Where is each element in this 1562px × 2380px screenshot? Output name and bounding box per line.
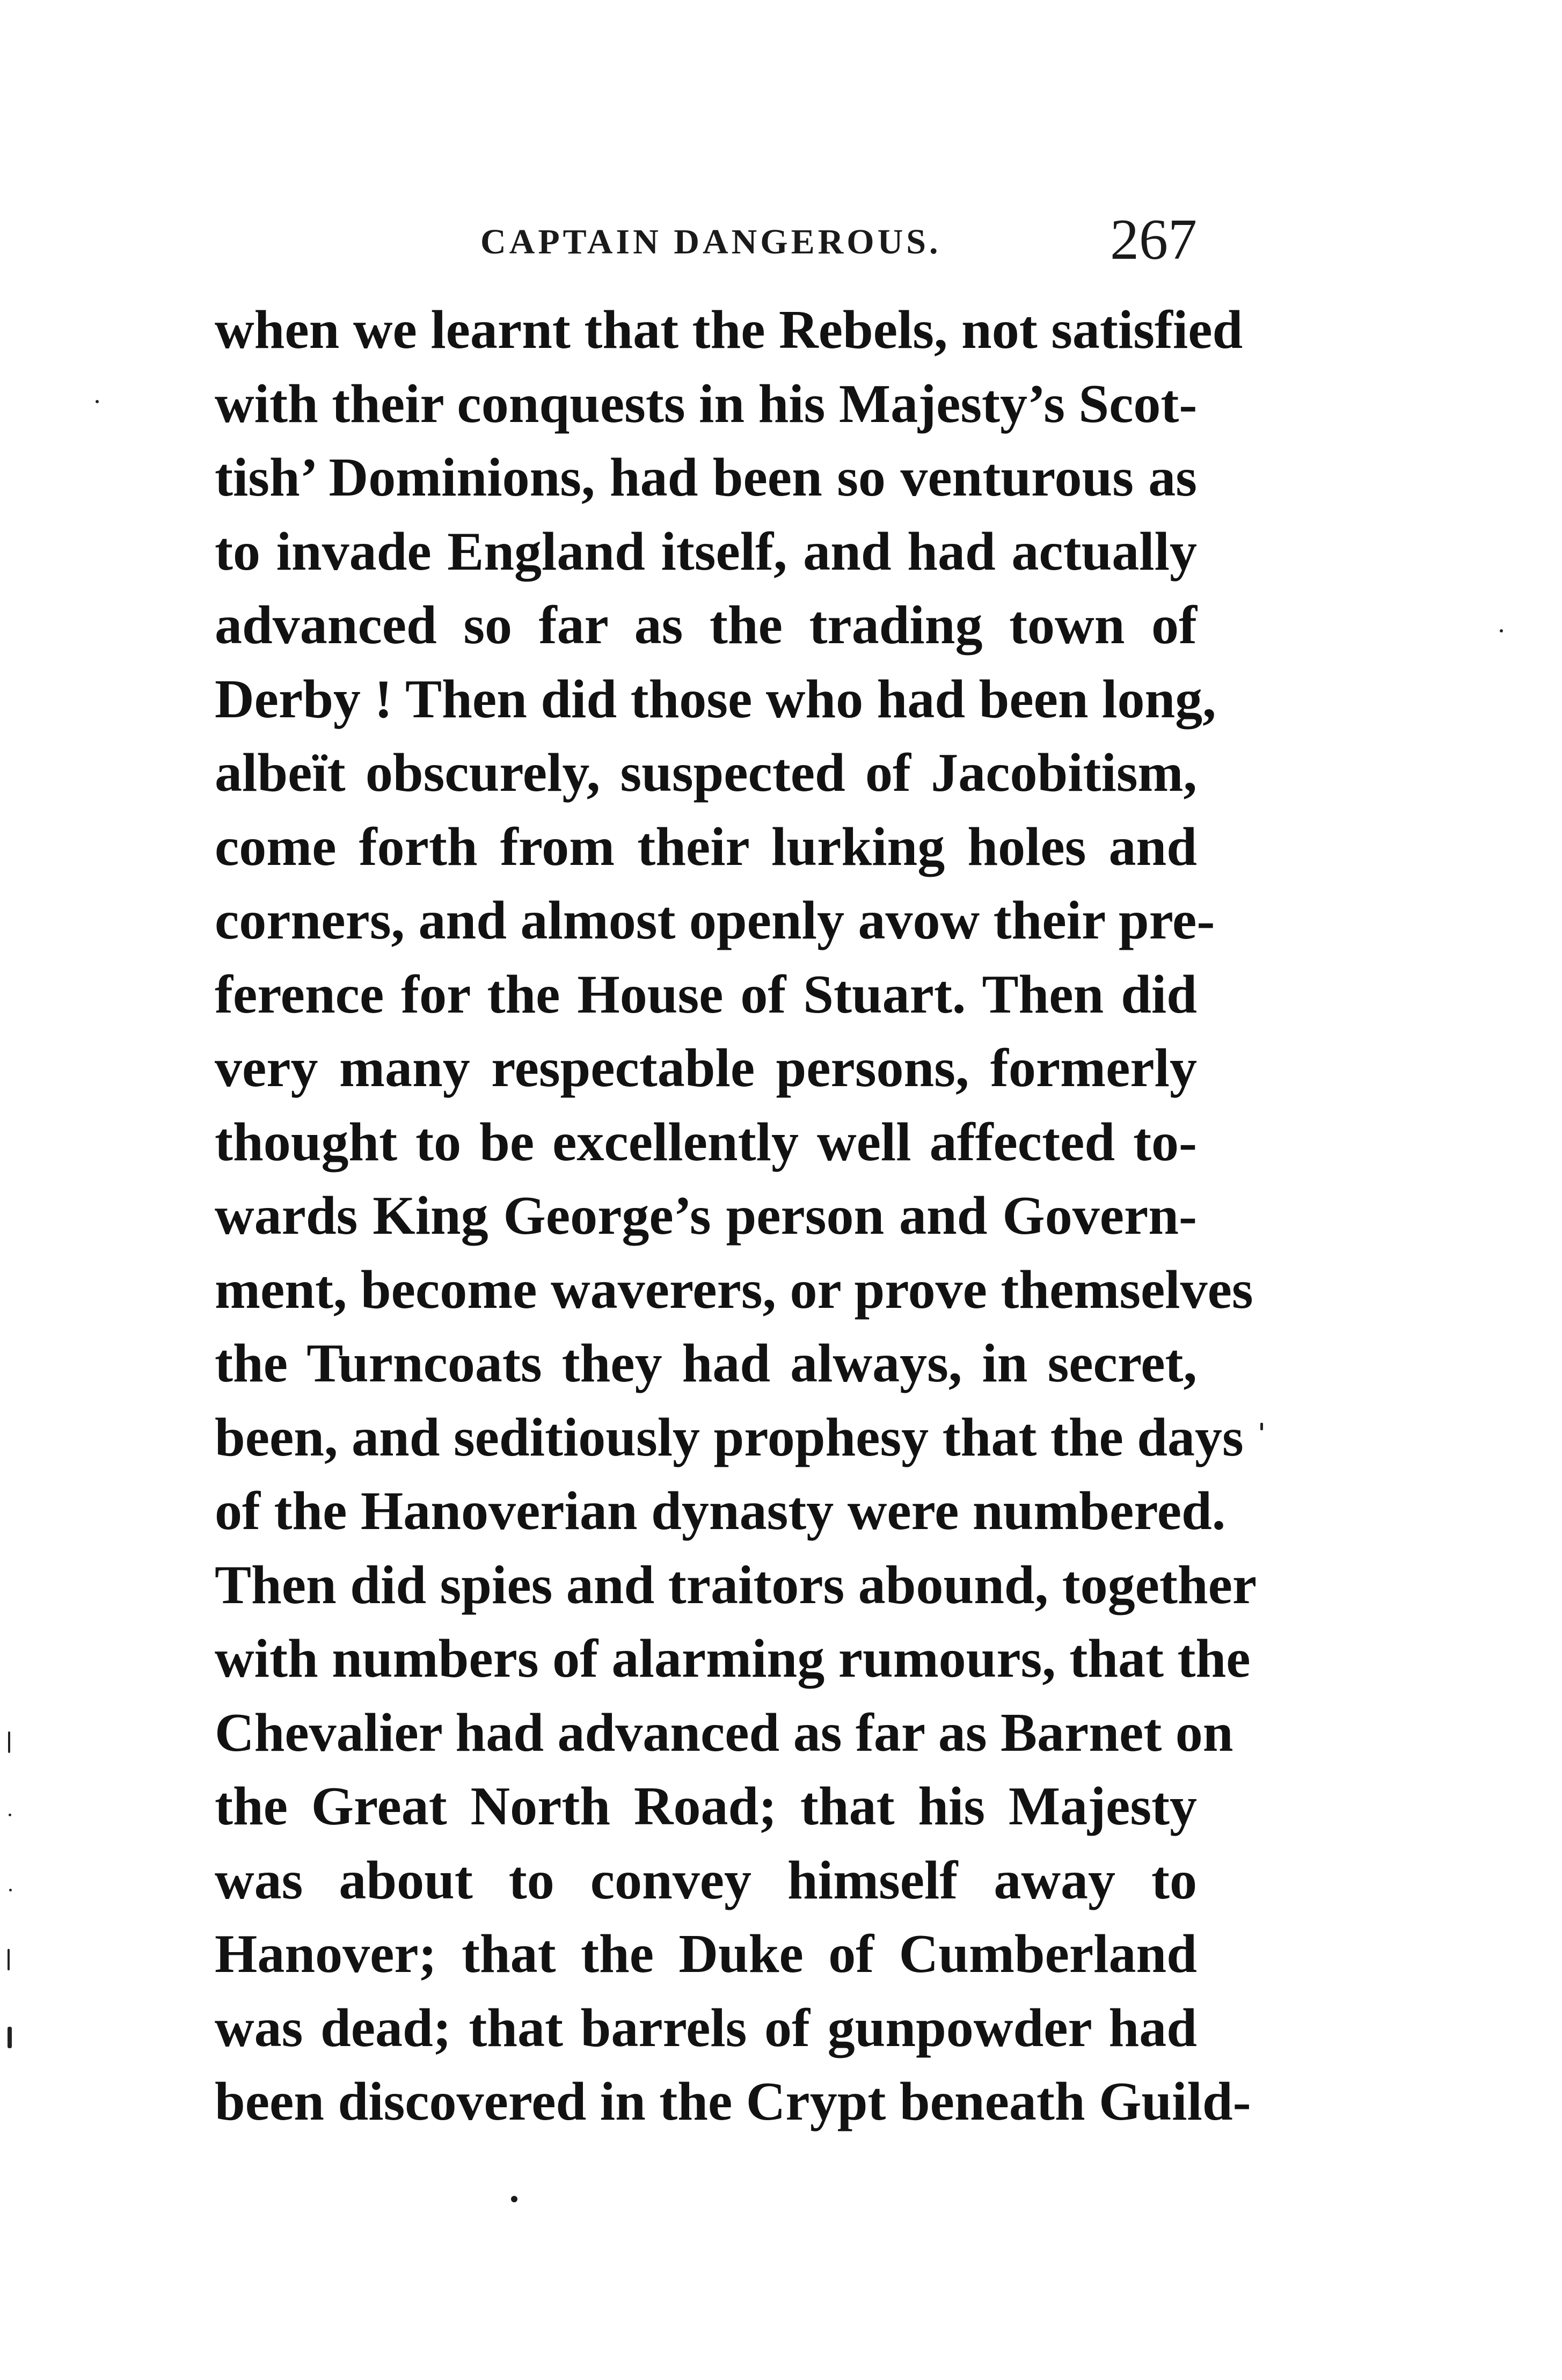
text-line: been, and seditiously prophesy that the days (215, 1407, 1244, 1468)
scan-speck (9, 1889, 12, 1891)
text-line: to invade England itself, and had actually (215, 521, 1197, 582)
text-line: thought to be excellently well affected to- (215, 1111, 1197, 1173)
text-line: corners, and almost openly avow their pre- (215, 890, 1215, 951)
text-line: Then did spies and traitors abound, together (215, 1554, 1257, 1615)
text-line: advanced so far as the trading town of (215, 595, 1197, 656)
text-line: Chevalier had advanced as far as Barnet on (215, 1702, 1233, 1763)
text-line: of the Hanoverian dynasty were numbered. (215, 1481, 1226, 1541)
text-line: ference for the House of Stuart. Then did (215, 964, 1197, 1025)
scan-speck (8, 1949, 10, 1970)
running-head (215, 207, 1197, 287)
text-line: very many respectable persons, formerly (215, 1038, 1197, 1098)
text-line: tish’ Dominions, had been so venturous as (215, 447, 1197, 508)
scan-speck (1500, 629, 1503, 632)
text-line: ment, become waverers, or prove themselves (215, 1259, 1253, 1320)
text-line: was dead; that barrels of gunpowder had (215, 1997, 1197, 2058)
text-line: with their conquests in his Majesty’s Scot- (215, 373, 1198, 434)
text-line: come forth from their lurking holes and (215, 816, 1197, 877)
text-line: wards King George’s person and Govern- (215, 1185, 1197, 1246)
bottom-dot (511, 2196, 517, 2202)
text-line: Derby ! Then did those who had been long, (215, 668, 1216, 730)
running-title: CAPTAIN DANGEROUS. (480, 222, 941, 261)
scan-speck (96, 400, 99, 403)
text-line: the Turncoats they had always, in secret, (215, 1333, 1197, 1394)
text-line: when we learnt that the Rebels, not satisfied (215, 300, 1243, 360)
page-number: 267 (1110, 208, 1197, 272)
text-line: the Great North Road; that his Majesty (215, 1776, 1197, 1837)
text-line: was about to convey himself away to (215, 1850, 1197, 1911)
body-text (215, 293, 1257, 2139)
text-line: Hanover; that the Duke of Cumberland (215, 1924, 1197, 1984)
scan-speck (9, 1814, 11, 1816)
scan-speck (8, 1731, 10, 1753)
text-line: albeït obscurely, suspected of Jacobitism, (215, 743, 1197, 803)
scan-speck (8, 2027, 12, 2048)
text-line: been discovered in the Crypt beneath Guild- (215, 2071, 1251, 2132)
text-line: with numbers of alarming rumours, that the (215, 1628, 1251, 1689)
scan-speck (1260, 1423, 1263, 1430)
